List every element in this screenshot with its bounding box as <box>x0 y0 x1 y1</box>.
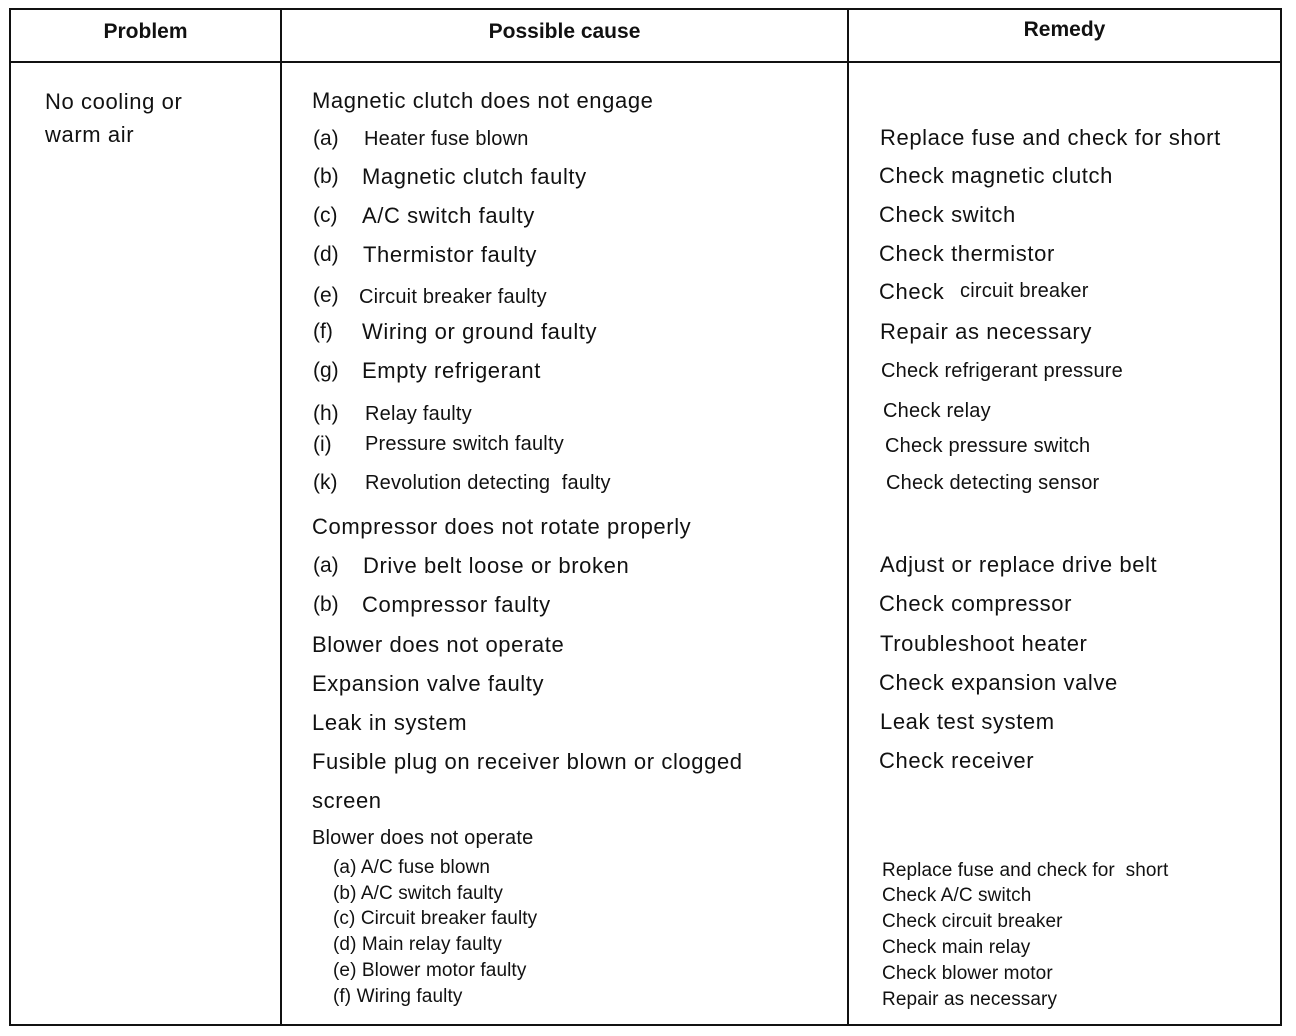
header-cause: Possible cause <box>488 20 641 43</box>
cause-text: Drive belt loose or broken <box>363 553 630 578</box>
item-label: (g) <box>313 359 339 382</box>
cause-text: Leak in system <box>312 710 468 735</box>
remedy-text: Check refrigerant pressure <box>881 360 1123 382</box>
header-problem: Problem <box>103 20 188 43</box>
remedy-text: Check A/C switch <box>882 885 1032 906</box>
cause-text: Fusible plug on receiver blown or clogged <box>312 749 743 774</box>
group-heading: Compressor does not rotate properly <box>312 514 692 539</box>
column-divider <box>280 8 282 1026</box>
cause-text: (f) Wiring faulty <box>333 986 463 1007</box>
remedy-text: Troubleshoot heater <box>880 631 1088 656</box>
item-label: (k) <box>313 471 338 494</box>
problem-line: warm air <box>45 122 135 147</box>
remedy-text: Check compressor <box>879 591 1072 616</box>
item-label: (i) <box>313 433 332 456</box>
item-label: (b) <box>313 165 339 188</box>
cause-text: Compressor faulty <box>362 592 551 617</box>
remedy-text: Check main relay <box>882 937 1031 958</box>
remedy-text: circuit breaker <box>960 280 1089 302</box>
item-label: (d) <box>313 243 339 266</box>
cause-text: (c) Circuit breaker faulty <box>333 908 538 929</box>
cause-text: Pressure switch faulty <box>365 433 564 455</box>
remedy-text: Check thermistor <box>879 241 1055 266</box>
remedy-text: Replace fuse and check for short <box>882 860 1169 881</box>
cause-text: Circuit breaker faulty <box>359 286 547 308</box>
header-divider <box>9 61 1282 63</box>
cause-text: A/C switch faulty <box>362 203 535 228</box>
cause-text: (d) Main relay faulty <box>333 934 502 955</box>
cause-text: (b) A/C switch faulty <box>333 883 503 904</box>
cause-text: Revolution detecting faulty <box>365 472 611 494</box>
cause-text: Expansion valve faulty <box>312 671 545 696</box>
remedy-text: Repair as necessary <box>882 989 1058 1010</box>
remedy-text: Check circuit breaker <box>882 911 1063 932</box>
group-heading: Magnetic clutch does not engage <box>312 88 654 113</box>
cause-text: Magnetic clutch faulty <box>362 164 587 189</box>
problem-line: No cooling or <box>45 89 183 114</box>
header-remedy: Remedy <box>1023 18 1106 41</box>
remedy-text: Repair as necessary <box>880 319 1092 344</box>
cause-text: Blower does not operate <box>312 632 565 657</box>
item-label: (e) <box>313 284 339 307</box>
cause-text: screen <box>312 788 382 813</box>
cause-text: Empty refrigerant <box>362 358 541 383</box>
item-label: (c) <box>313 204 338 227</box>
remedy-text: Check switch <box>879 202 1016 227</box>
cause-text: (e) Blower motor faulty <box>333 960 527 981</box>
column-divider <box>847 8 849 1026</box>
item-label: (a) <box>313 127 339 150</box>
remedy-text: Adjust or replace drive belt <box>880 552 1158 577</box>
remedy-text: Check blower motor <box>882 963 1053 984</box>
group-heading: Blower does not operate <box>312 827 534 849</box>
item-label: (h) <box>313 402 339 425</box>
cause-text: Wiring or ground faulty <box>362 319 598 344</box>
remedy-text: Check magnetic clutch <box>879 163 1113 188</box>
remedy-prefix: Check <box>879 279 945 304</box>
item-label: (f) <box>313 320 333 343</box>
remedy-text: Check expansion valve <box>879 670 1118 695</box>
cause-text: Thermistor faulty <box>363 242 538 267</box>
remedy-text: Check pressure switch <box>885 435 1091 457</box>
remedy-text: Check detecting sensor <box>886 472 1100 494</box>
item-label: (b) <box>313 593 339 616</box>
remedy-text: Leak test system <box>880 709 1055 734</box>
cause-text: (a) A/C fuse blown <box>333 857 491 878</box>
remedy-text: Check relay <box>883 400 991 422</box>
cause-text: Heater fuse blown <box>364 128 529 150</box>
remedy-text: Replace fuse and check for short <box>880 125 1221 150</box>
remedy-text: Check receiver <box>879 748 1035 773</box>
item-label: (a) <box>313 554 339 577</box>
cause-text: Relay faulty <box>365 403 472 425</box>
